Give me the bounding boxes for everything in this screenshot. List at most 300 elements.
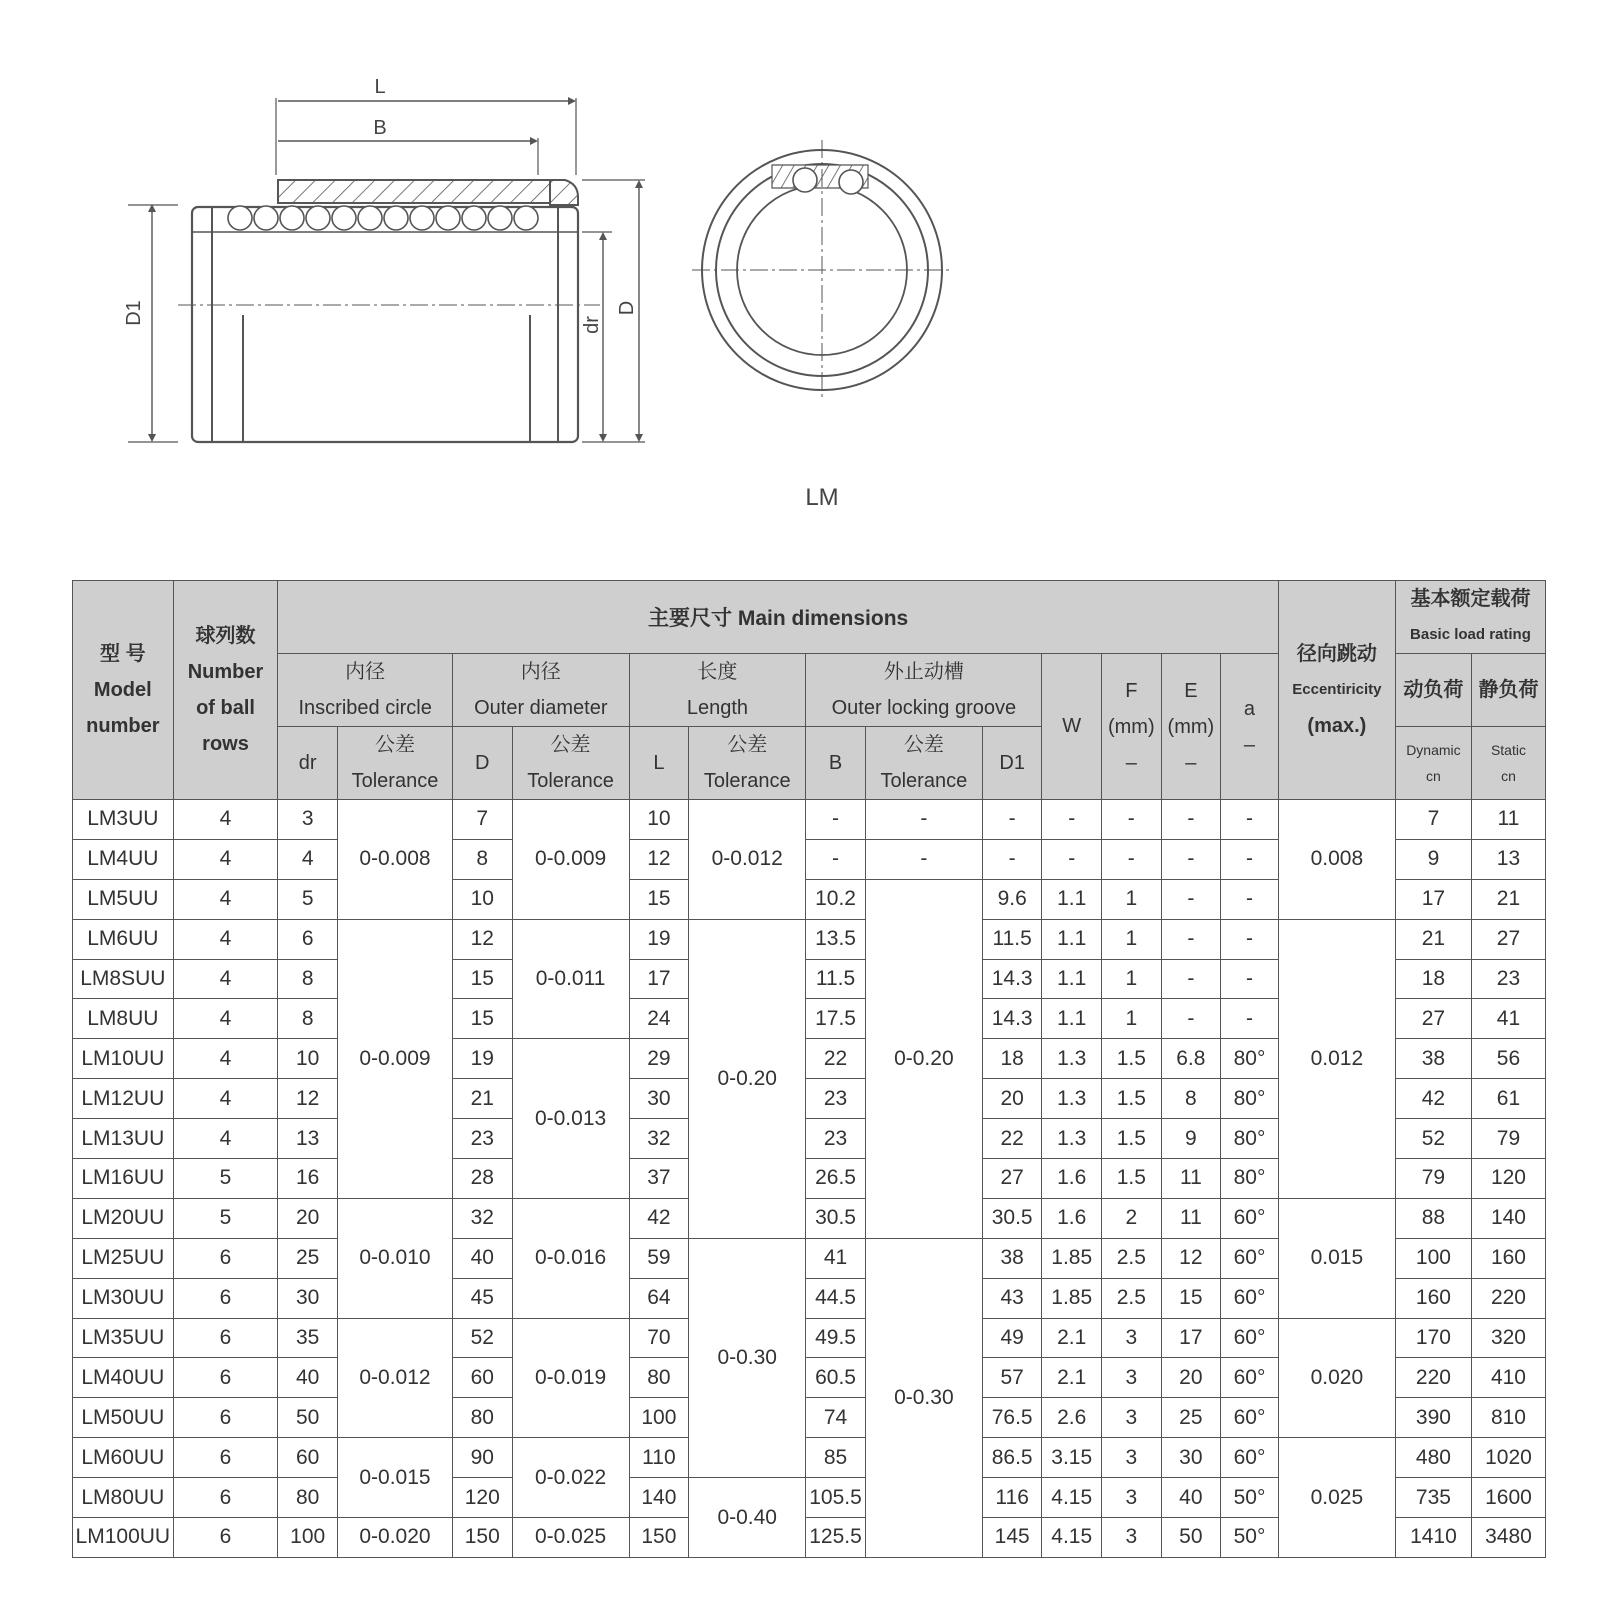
cell-W: - xyxy=(1042,839,1102,879)
cell-dr-tolerance: 0-0.020 xyxy=(337,1518,452,1558)
cell-a: 60° xyxy=(1221,1198,1279,1238)
header-length: 长度 Length xyxy=(629,654,806,727)
cell-D: 32 xyxy=(452,1198,512,1238)
cell-a: 60° xyxy=(1221,1318,1279,1358)
cell-D-tolerance: 0-0.016 xyxy=(512,1198,629,1318)
cell-W: 1.1 xyxy=(1042,919,1102,959)
cell-D1: 116 xyxy=(982,1478,1042,1518)
cell-static-load: 120 xyxy=(1471,1159,1545,1199)
cell-B: 17.5 xyxy=(806,999,866,1039)
cell-model: LM10UU xyxy=(73,1039,174,1079)
cell-E: - xyxy=(1161,959,1221,999)
cell-W: 1.85 xyxy=(1042,1238,1102,1278)
cell-F: 3 xyxy=(1102,1398,1162,1438)
cell-dynamic-load: 79 xyxy=(1395,1159,1471,1199)
cell-D1: 49 xyxy=(982,1318,1042,1358)
cell-dynamic-load: 27 xyxy=(1395,999,1471,1039)
cell-D: 15 xyxy=(452,999,512,1039)
header-model: 型 号 Model number xyxy=(73,581,174,800)
cell-D-tolerance: 0-0.011 xyxy=(512,919,629,1039)
cell-ball-rows: 4 xyxy=(173,1039,278,1079)
cell-model: LM3UU xyxy=(73,800,174,840)
cell-dr: 35 xyxy=(278,1318,338,1358)
cell-dr: 13 xyxy=(278,1119,338,1159)
header-main-dimensions: 主要尺寸 Main dimensions xyxy=(278,581,1278,654)
cell-F: 2.5 xyxy=(1102,1278,1162,1318)
cell-D1: 43 xyxy=(982,1278,1042,1318)
cell-ball-rows: 6 xyxy=(173,1518,278,1558)
cell-static-load: 3480 xyxy=(1471,1518,1545,1558)
cell-F: 3 xyxy=(1102,1358,1162,1398)
cell-L: 32 xyxy=(629,1119,689,1159)
cell-D: 45 xyxy=(452,1278,512,1318)
cell-D: 23 xyxy=(452,1119,512,1159)
cell-D1: 14.3 xyxy=(982,959,1042,999)
cell-dynamic-load: 7 xyxy=(1395,800,1471,840)
cell-W: - xyxy=(1042,800,1102,840)
cell-dr-tolerance: 0-0.015 xyxy=(337,1438,452,1518)
header-load-rating: 基本额定载荷 Basic load rating xyxy=(1395,581,1545,654)
cell-E: 40 xyxy=(1161,1478,1221,1518)
cell-D: 52 xyxy=(452,1318,512,1358)
cell-B: 10.2 xyxy=(806,879,866,919)
cell-L: 29 xyxy=(629,1039,689,1079)
cell-model: LM80UU xyxy=(73,1478,174,1518)
cell-W: 2.6 xyxy=(1042,1398,1102,1438)
drawing-caption: LM xyxy=(805,484,839,511)
cell-a: - xyxy=(1221,959,1279,999)
cell-a: - xyxy=(1221,879,1279,919)
cell-L: 12 xyxy=(629,839,689,879)
cell-static-load: 11 xyxy=(1471,800,1545,840)
cell-E: - xyxy=(1161,879,1221,919)
cell-E: 15 xyxy=(1161,1278,1221,1318)
cell-D1: 76.5 xyxy=(982,1398,1042,1438)
cell-D1: - xyxy=(982,800,1042,840)
cell-ball-rows: 6 xyxy=(173,1278,278,1318)
cell-dr: 10 xyxy=(278,1039,338,1079)
cell-eccentricity: 0.015 xyxy=(1278,1198,1395,1318)
header-outer-diameter: 内径 Outer diameter xyxy=(452,654,629,727)
header-L: L xyxy=(629,727,689,800)
bearing-drawing xyxy=(0,0,1600,560)
cell-dynamic-load: 9 xyxy=(1395,839,1471,879)
cell-D: 21 xyxy=(452,1079,512,1119)
cell-ball-rows: 5 xyxy=(173,1198,278,1238)
cell-E: 9 xyxy=(1161,1119,1221,1159)
cell-L: 80 xyxy=(629,1358,689,1398)
header-D-tolerance: 公差 Tolerance xyxy=(512,727,629,800)
header-B: B xyxy=(806,727,866,800)
cell-L: 10 xyxy=(629,800,689,840)
cell-F: 3 xyxy=(1102,1518,1162,1558)
cell-model: LM20UU xyxy=(73,1198,174,1238)
cell-ball-rows: 6 xyxy=(173,1398,278,1438)
cell-model: LM8UU xyxy=(73,999,174,1039)
cell-dynamic-load: 1410 xyxy=(1395,1518,1471,1558)
cell-W: 4.15 xyxy=(1042,1518,1102,1558)
cell-D: 10 xyxy=(452,879,512,919)
cell-B: 125.5 xyxy=(806,1518,866,1558)
cell-dr: 40 xyxy=(278,1358,338,1398)
table-row xyxy=(73,1198,1546,1238)
cell-F: 1 xyxy=(1102,959,1162,999)
cell-B: - xyxy=(806,839,866,879)
cell-L-tolerance: 0-0.40 xyxy=(689,1478,806,1558)
cell-D: 90 xyxy=(452,1438,512,1478)
cell-dynamic-load: 160 xyxy=(1395,1278,1471,1318)
cell-D: 7 xyxy=(452,800,512,840)
cell-B: - xyxy=(806,800,866,840)
cell-W: 3.15 xyxy=(1042,1438,1102,1478)
cell-D: 60 xyxy=(452,1358,512,1398)
cell-F: 3 xyxy=(1102,1438,1162,1478)
cell-E: - xyxy=(1161,839,1221,879)
cell-L: 42 xyxy=(629,1198,689,1238)
cell-E: - xyxy=(1161,999,1221,1039)
cell-D: 19 xyxy=(452,1039,512,1079)
cell-W: 1.3 xyxy=(1042,1119,1102,1159)
header-ball-rows: 球列数 Number of ball rows xyxy=(173,581,278,800)
cell-D1: 20 xyxy=(982,1079,1042,1119)
table-row xyxy=(73,1438,1546,1478)
cell-F: 1.5 xyxy=(1102,1039,1162,1079)
cell-E: - xyxy=(1161,800,1221,840)
cell-F: 1.5 xyxy=(1102,1119,1162,1159)
cell-model: LM4UU xyxy=(73,839,174,879)
cell-dr: 6 xyxy=(278,919,338,959)
cell-F: 2 xyxy=(1102,1198,1162,1238)
cell-E: 20 xyxy=(1161,1358,1221,1398)
cell-D: 120 xyxy=(452,1478,512,1518)
cell-E: 25 xyxy=(1161,1398,1221,1438)
cell-D1: 27 xyxy=(982,1159,1042,1199)
cell-D1: 22 xyxy=(982,1119,1042,1159)
cell-a: 60° xyxy=(1221,1358,1279,1398)
header-static-unit: Static cn xyxy=(1471,727,1545,800)
cell-D: 8 xyxy=(452,839,512,879)
cell-ball-rows: 6 xyxy=(173,1438,278,1478)
cell-ball-rows: 4 xyxy=(173,839,278,879)
cell-E: 8 xyxy=(1161,1079,1221,1119)
cell-dr: 100 xyxy=(278,1518,338,1558)
cell-W: 1.85 xyxy=(1042,1278,1102,1318)
header-eccentricity: 径向跳动 Eccentiricity (max.) xyxy=(1278,581,1395,800)
cell-static-load: 79 xyxy=(1471,1119,1545,1159)
cell-F: - xyxy=(1102,800,1162,840)
cell-dr: 30 xyxy=(278,1278,338,1318)
cell-a: - xyxy=(1221,919,1279,959)
cell-a: - xyxy=(1221,839,1279,879)
cell-W: 2.1 xyxy=(1042,1318,1102,1358)
cell-L-tolerance: 0-0.30 xyxy=(689,1238,806,1477)
cell-D: 12 xyxy=(452,919,512,959)
cell-F: - xyxy=(1102,839,1162,879)
cell-a: 80° xyxy=(1221,1039,1279,1079)
cell-B: 23 xyxy=(806,1119,866,1159)
cell-D1: 11.5 xyxy=(982,919,1042,959)
cell-L-tolerance: 0-0.20 xyxy=(689,919,806,1238)
cell-dr: 50 xyxy=(278,1398,338,1438)
cell-eccentricity: 0.025 xyxy=(1278,1438,1395,1558)
cell-static-load: 410 xyxy=(1471,1358,1545,1398)
cell-dynamic-load: 390 xyxy=(1395,1398,1471,1438)
cell-F: 1.5 xyxy=(1102,1079,1162,1119)
cell-model: LM35UU xyxy=(73,1318,174,1358)
cell-E: 17 xyxy=(1161,1318,1221,1358)
cell-ball-rows: 5 xyxy=(173,1159,278,1199)
label-dr: dr xyxy=(581,316,603,334)
cell-dynamic-load: 220 xyxy=(1395,1358,1471,1398)
cell-B-tolerance: - xyxy=(865,839,982,879)
cell-B: 23 xyxy=(806,1079,866,1119)
cell-D: 40 xyxy=(452,1238,512,1278)
header-dynamic: 动负荷 xyxy=(1395,654,1471,727)
cell-ball-rows: 4 xyxy=(173,1079,278,1119)
header-static: 静负荷 xyxy=(1471,654,1545,727)
cell-W: 1.3 xyxy=(1042,1039,1102,1079)
cell-D: 15 xyxy=(452,959,512,999)
cell-model: LM100UU xyxy=(73,1518,174,1558)
cell-ball-rows: 6 xyxy=(173,1478,278,1518)
cell-D-tolerance: 0-0.025 xyxy=(512,1518,629,1558)
cell-L: 17 xyxy=(629,959,689,999)
cell-ball-rows: 6 xyxy=(173,1238,278,1278)
cell-a: 80° xyxy=(1221,1119,1279,1159)
cell-model: LM25UU xyxy=(73,1238,174,1278)
cell-L-tolerance: 0-0.012 xyxy=(689,800,806,920)
cell-dr: 20 xyxy=(278,1198,338,1238)
label-D1: D1 xyxy=(123,300,145,326)
cell-L: 24 xyxy=(629,999,689,1039)
cell-model: LM6UU xyxy=(73,919,174,959)
label-B: B xyxy=(373,117,387,139)
cell-a: 50° xyxy=(1221,1478,1279,1518)
table-row xyxy=(73,800,1546,840)
cell-static-load: 1600 xyxy=(1471,1478,1545,1518)
cell-a: - xyxy=(1221,800,1279,840)
cell-a: 80° xyxy=(1221,1159,1279,1199)
cell-B-tolerance: - xyxy=(865,800,982,840)
cell-dynamic-load: 88 xyxy=(1395,1198,1471,1238)
cell-dynamic-load: 735 xyxy=(1395,1478,1471,1518)
cell-B: 44.5 xyxy=(806,1278,866,1318)
cell-W: 1.1 xyxy=(1042,959,1102,999)
header-dynamic-unit: Dynamic cn xyxy=(1395,727,1471,800)
cell-eccentricity: 0.008 xyxy=(1278,800,1395,920)
cell-B: 22 xyxy=(806,1039,866,1079)
cell-static-load: 13 xyxy=(1471,839,1545,879)
cell-a: 80° xyxy=(1221,1079,1279,1119)
cell-B: 49.5 xyxy=(806,1318,866,1358)
table-row xyxy=(73,919,1546,959)
cell-L: 37 xyxy=(629,1159,689,1199)
cell-W: 1.1 xyxy=(1042,879,1102,919)
cell-dr: 16 xyxy=(278,1159,338,1199)
header-D1: D1 xyxy=(982,727,1042,800)
cell-E: 6.8 xyxy=(1161,1039,1221,1079)
cell-dr-tolerance: 0-0.009 xyxy=(337,919,452,1198)
cell-E: 12 xyxy=(1161,1238,1221,1278)
cell-eccentricity: 0.012 xyxy=(1278,919,1395,1198)
cell-static-load: 140 xyxy=(1471,1198,1545,1238)
cell-dynamic-load: 100 xyxy=(1395,1238,1471,1278)
cell-static-load: 220 xyxy=(1471,1278,1545,1318)
cell-ball-rows: 6 xyxy=(173,1318,278,1358)
cell-dynamic-load: 170 xyxy=(1395,1318,1471,1358)
cell-B-tolerance: 0-0.20 xyxy=(865,879,982,1238)
cell-static-load: 320 xyxy=(1471,1318,1545,1358)
header-B-tolerance: 公差 Tolerance xyxy=(865,727,982,800)
cell-model: LM60UU xyxy=(73,1438,174,1478)
side-view xyxy=(128,97,645,442)
label-D: D xyxy=(616,300,638,316)
cell-a: 60° xyxy=(1221,1238,1279,1278)
cell-B-tolerance: 0-0.30 xyxy=(865,1238,982,1557)
cell-D1: 38 xyxy=(982,1238,1042,1278)
cell-model: LM12UU xyxy=(73,1079,174,1119)
cell-dr: 60 xyxy=(278,1438,338,1478)
header-outer-locking-groove: 外止动槽 Outer locking groove xyxy=(806,654,1042,727)
cell-static-load: 61 xyxy=(1471,1079,1545,1119)
cell-D1: 18 xyxy=(982,1039,1042,1079)
cell-L: 19 xyxy=(629,919,689,959)
cell-E: - xyxy=(1161,919,1221,959)
cell-a: 60° xyxy=(1221,1438,1279,1478)
cell-dr: 4 xyxy=(278,839,338,879)
cell-D: 28 xyxy=(452,1159,512,1199)
cell-L: 140 xyxy=(629,1478,689,1518)
cell-L: 30 xyxy=(629,1079,689,1119)
cell-ball-rows: 4 xyxy=(173,1119,278,1159)
cell-L: 64 xyxy=(629,1278,689,1318)
header-a: a – xyxy=(1221,654,1279,800)
cell-D1: 57 xyxy=(982,1358,1042,1398)
cell-B: 41 xyxy=(806,1238,866,1278)
cell-a: - xyxy=(1221,999,1279,1039)
cell-dynamic-load: 52 xyxy=(1395,1119,1471,1159)
cell-ball-rows: 4 xyxy=(173,959,278,999)
cell-model: LM5UU xyxy=(73,879,174,919)
cell-ball-rows: 4 xyxy=(173,879,278,919)
cell-B: 74 xyxy=(806,1398,866,1438)
cell-dynamic-load: 42 xyxy=(1395,1079,1471,1119)
cell-F: 2.5 xyxy=(1102,1238,1162,1278)
ball-row xyxy=(228,206,538,230)
cell-E: 30 xyxy=(1161,1438,1221,1478)
cell-dr-tolerance: 0-0.008 xyxy=(337,800,452,920)
cell-dr: 5 xyxy=(278,879,338,919)
cell-W: 2.1 xyxy=(1042,1358,1102,1398)
cell-model: LM16UU xyxy=(73,1159,174,1199)
cell-model: LM8SUU xyxy=(73,959,174,999)
header-dr-tolerance: 公差 Tolerance xyxy=(337,727,452,800)
cell-model: LM40UU xyxy=(73,1358,174,1398)
cell-D1: 14.3 xyxy=(982,999,1042,1039)
cell-model: LM13UU xyxy=(73,1119,174,1159)
cell-W: 4.15 xyxy=(1042,1478,1102,1518)
cell-static-load: 56 xyxy=(1471,1039,1545,1079)
cell-D-tolerance: 0-0.019 xyxy=(512,1318,629,1438)
cell-F: 1 xyxy=(1102,919,1162,959)
cell-dynamic-load: 18 xyxy=(1395,959,1471,999)
cell-D-tolerance: 0-0.022 xyxy=(512,1438,629,1518)
end-view xyxy=(692,140,952,400)
spec-table xyxy=(72,580,1546,1558)
cell-static-load: 1020 xyxy=(1471,1438,1545,1478)
cell-B: 60.5 xyxy=(806,1358,866,1398)
cell-B: 26.5 xyxy=(806,1159,866,1199)
cell-E: 11 xyxy=(1161,1198,1221,1238)
cell-L: 110 xyxy=(629,1438,689,1478)
cell-static-load: 810 xyxy=(1471,1398,1545,1438)
cell-dr: 12 xyxy=(278,1079,338,1119)
header-D: D xyxy=(452,727,512,800)
cell-dynamic-load: 17 xyxy=(1395,879,1471,919)
cell-static-load: 23 xyxy=(1471,959,1545,999)
cell-L: 70 xyxy=(629,1318,689,1358)
cell-dynamic-load: 38 xyxy=(1395,1039,1471,1079)
cell-eccentricity: 0.020 xyxy=(1278,1318,1395,1438)
header-dr: dr xyxy=(278,727,338,800)
cell-dr: 80 xyxy=(278,1478,338,1518)
cell-D: 80 xyxy=(452,1398,512,1438)
cell-static-load: 160 xyxy=(1471,1238,1545,1278)
cell-dynamic-load: 21 xyxy=(1395,919,1471,959)
cell-dr: 3 xyxy=(278,800,338,840)
header-inscribed-circle: 内径 Inscribed circle xyxy=(278,654,453,727)
cell-F: 3 xyxy=(1102,1318,1162,1358)
cell-B: 30.5 xyxy=(806,1198,866,1238)
cell-a: 60° xyxy=(1221,1278,1279,1318)
cell-B: 11.5 xyxy=(806,959,866,999)
cell-D1: 9.6 xyxy=(982,879,1042,919)
cell-D1: - xyxy=(982,839,1042,879)
cell-W: 1.6 xyxy=(1042,1198,1102,1238)
cell-static-load: 21 xyxy=(1471,879,1545,919)
cell-L: 15 xyxy=(629,879,689,919)
cell-L: 100 xyxy=(629,1398,689,1438)
table-row xyxy=(73,1318,1546,1358)
cell-W: 1.3 xyxy=(1042,1079,1102,1119)
cell-W: 1.6 xyxy=(1042,1159,1102,1199)
cell-dr: 25 xyxy=(278,1238,338,1278)
cell-F: 1.5 xyxy=(1102,1159,1162,1199)
cell-dr-tolerance: 0-0.010 xyxy=(337,1198,452,1318)
cell-B: 105.5 xyxy=(806,1478,866,1518)
cell-B: 85 xyxy=(806,1438,866,1478)
table-body xyxy=(73,800,1546,1558)
cell-D1: 86.5 xyxy=(982,1438,1042,1478)
cell-F: 1 xyxy=(1102,879,1162,919)
cell-E: 11 xyxy=(1161,1159,1221,1199)
cell-B: 13.5 xyxy=(806,919,866,959)
cell-D-tolerance: 0-0.009 xyxy=(512,800,629,920)
cell-model: LM50UU xyxy=(73,1398,174,1438)
header-E: E (mm) – xyxy=(1161,654,1221,800)
cell-model: LM30UU xyxy=(73,1278,174,1318)
label-L: L xyxy=(374,76,386,98)
cell-ball-rows: 6 xyxy=(173,1358,278,1398)
cell-D1: 145 xyxy=(982,1518,1042,1558)
cell-W: 1.1 xyxy=(1042,999,1102,1039)
cell-dr-tolerance: 0-0.012 xyxy=(337,1318,452,1438)
cell-static-load: 27 xyxy=(1471,919,1545,959)
cell-dr: 8 xyxy=(278,959,338,999)
cell-E: 50 xyxy=(1161,1518,1221,1558)
header-L-tolerance: 公差 Tolerance xyxy=(689,727,806,800)
header-W: W xyxy=(1042,654,1102,800)
